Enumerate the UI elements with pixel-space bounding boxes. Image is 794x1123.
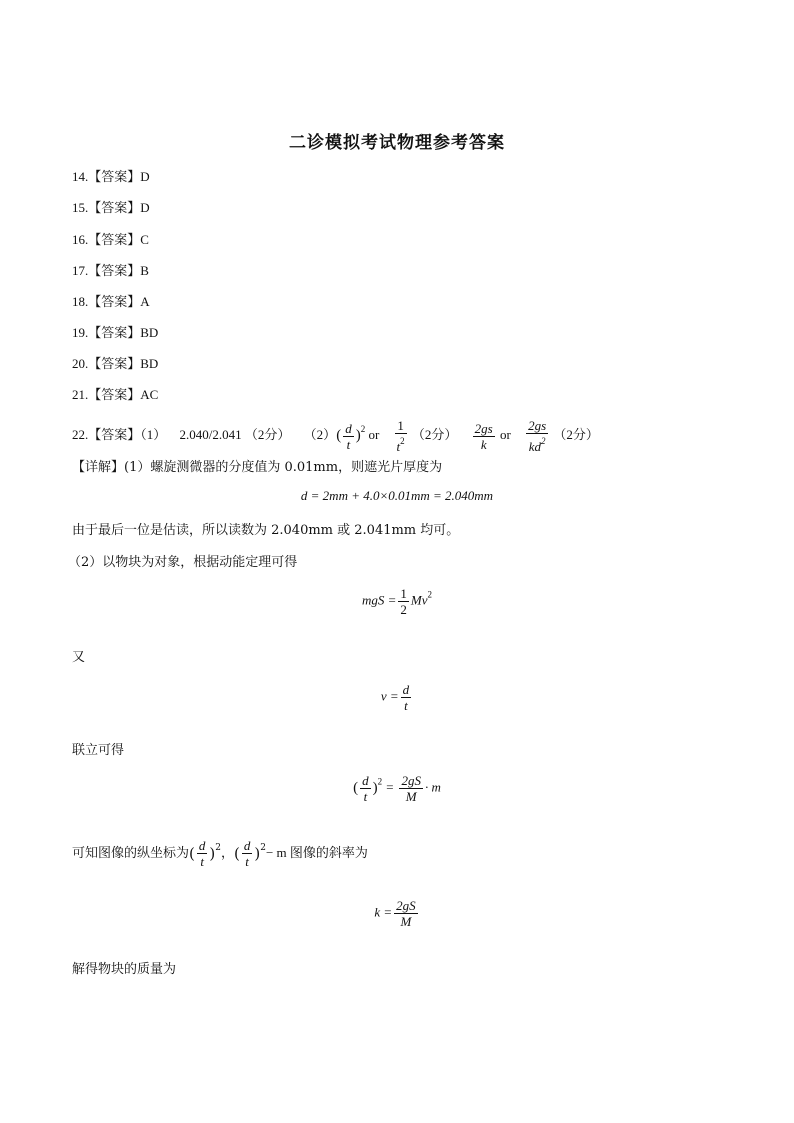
- or-text: or: [368, 426, 380, 442]
- detail-lianli: 联立可得: [72, 743, 125, 758]
- equation-velocity: v = $\frac{d}{t}$: [380, 682, 410, 713]
- answer-row: [72, 166, 150, 185]
- answer-val: D: [140, 169, 150, 184]
- detail-line-3: （2）以物块为对象，根据动能定理可得: [68, 555, 298, 570]
- answer-22: 22.【答案】（1） 2.040/2.041 （2分） （2）( $\frac{d}{t}$ )$^2$ or $\frac{1}{t^2}$ （2分） $\frac{2gs}{k}$ or $\frac{2gs}{kd^2}$ （2分）: [72, 418, 599, 454]
- answer-number: 22.: [72, 426, 89, 442]
- answer-row: [72, 260, 149, 279]
- score-1: （2分）: [244, 426, 291, 442]
- detail-last: 解得物块的质量为: [72, 962, 177, 977]
- equation-combined: ( $\frac{d}{t}$ )$^2$ = $\frac{2gS}{M}$ · m: [353, 773, 441, 804]
- equation-thickness: d = 2mm + 4.0×0.01mm = 2.040mm: [300, 488, 494, 503]
- answer-tag: 【答案】: [88, 263, 141, 278]
- part-1-label: （1）: [140, 426, 167, 442]
- detail-kezhi: 可知图像的纵坐标为( $\frac{d}{t}$ )$^2$，( $\frac{d}{t}$ )$^2$− m 图像的斜率为: [72, 838, 368, 869]
- page-title: 二诊模拟考试物理参考答案: [289, 133, 505, 153]
- score-3: （2分）: [553, 426, 599, 442]
- answer-row: [72, 197, 150, 216]
- answer-tag: 【答案】: [88, 200, 141, 215]
- answer-val: C: [140, 232, 149, 247]
- part-1-value: 2.040/2.041: [179, 426, 242, 442]
- equation-kinetic-energy: mgS = $\frac{1}{2}$ Mv$^2$: [361, 586, 433, 617]
- answer-num: 21.: [72, 387, 89, 402]
- equation-slope: k = $\frac{2gS}{M}$: [374, 898, 416, 929]
- answer-val: BD: [140, 325, 159, 340]
- answer-tag: 【答案】: [88, 356, 141, 371]
- answer-num: 15.: [72, 200, 89, 215]
- answer-tag: 【答案】: [88, 294, 141, 309]
- detail-you: 又: [72, 650, 86, 665]
- answer-row: [72, 384, 158, 403]
- answer-tag: 【答案】: [88, 232, 141, 247]
- fraction-1-over-t2: $\frac{1}{t^2}$: [396, 418, 405, 454]
- answer-val: AC: [140, 387, 159, 402]
- answer-row: [72, 291, 150, 310]
- fraction-2gs-over-k: $\frac{2gs}{k}$: [474, 420, 493, 452]
- answer-val: A: [140, 294, 150, 309]
- detail-line-2: 由于最后一位是估读，所以读数为 2.040mm 或 2.041mm 均可。: [72, 523, 460, 538]
- answer-row: [72, 229, 149, 248]
- answer-num: 20.: [72, 356, 89, 371]
- score-2: （2分）: [411, 426, 458, 442]
- answer-num: 19.: [72, 325, 89, 340]
- answer-num: 18.: [72, 294, 89, 309]
- answer-tag: 【答案】: [88, 325, 141, 340]
- part-2-label: （2）: [303, 426, 337, 442]
- answer-val: BD: [140, 356, 159, 371]
- answer-tag: 【答案】: [88, 426, 141, 442]
- answer-row: [72, 322, 158, 341]
- answer-num: 17.: [72, 263, 89, 278]
- fraction-d-over-t: $\frac{d}{t}$: [345, 420, 352, 452]
- answer-num: 14.: [72, 169, 89, 184]
- answer-val: D: [140, 200, 150, 215]
- answer-val: B: [140, 263, 149, 278]
- fraction-2gs-over-kd2: $\frac{2gs}{kd^2}$: [528, 418, 547, 454]
- or-text: or: [499, 426, 511, 442]
- answer-tag: 【答案】: [88, 169, 141, 184]
- answer-tag: 【答案】: [88, 387, 141, 402]
- answer-num: 16.: [72, 232, 89, 247]
- answer-row: [72, 353, 158, 372]
- detail-line-1: 【详解】(1）螺旋测微器的分度值为 0.01mm，则遮光片厚度为: [72, 460, 443, 475]
